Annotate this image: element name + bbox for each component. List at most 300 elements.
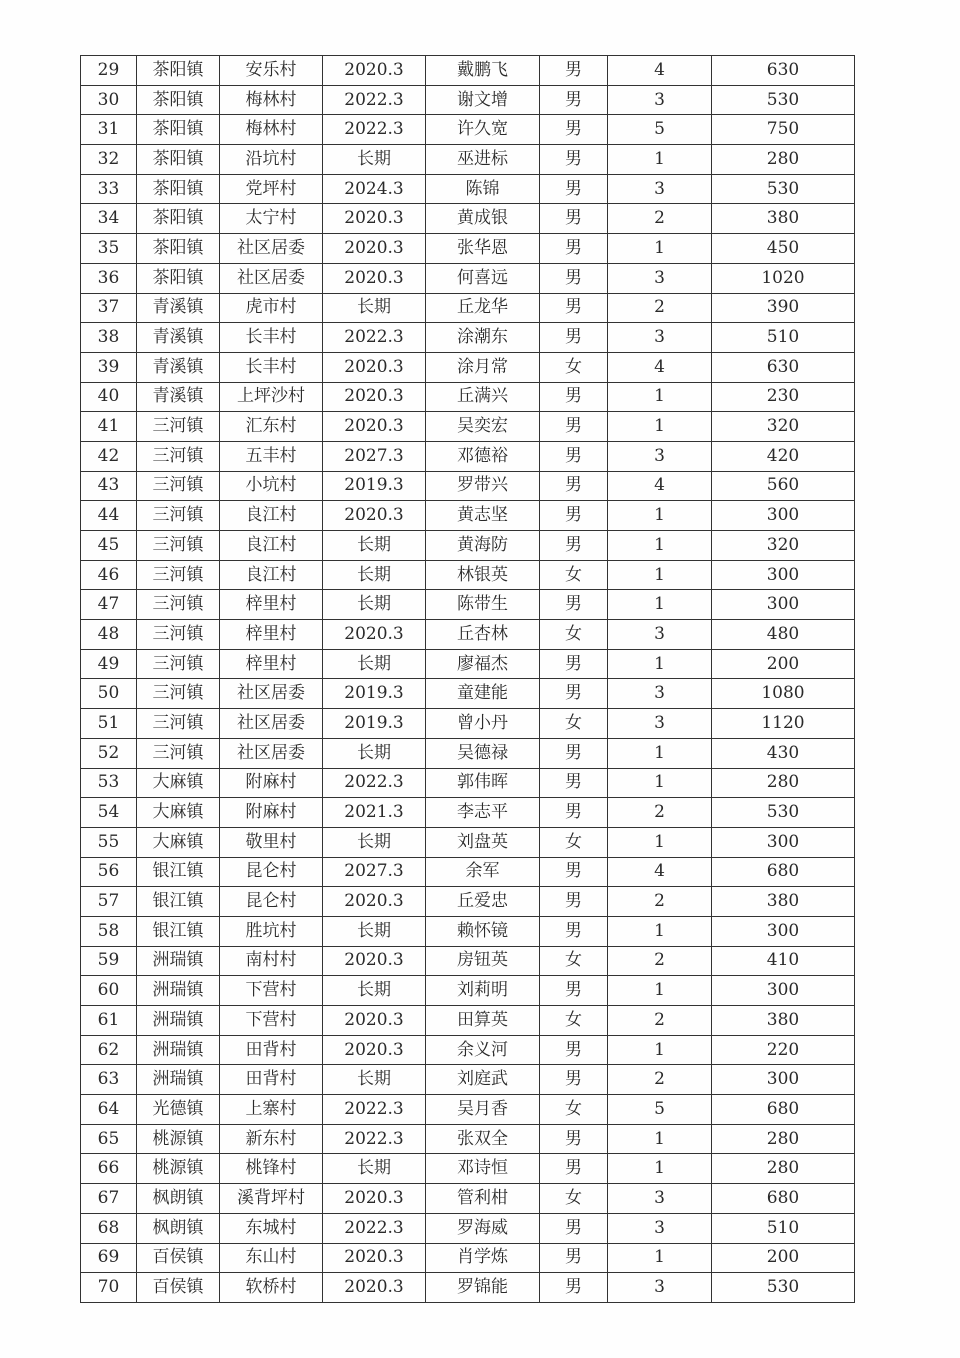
period-cell: 2020.3 xyxy=(323,352,426,382)
gender-cell: 男 xyxy=(540,412,608,442)
gender-cell: 男 xyxy=(540,649,608,679)
gender-cell: 男 xyxy=(540,145,608,175)
row-number-cell: 52 xyxy=(81,738,137,768)
name-cell: 张双全 xyxy=(426,1124,540,1154)
village-cell: 下营村 xyxy=(220,1006,323,1036)
household-size-cell: 1 xyxy=(608,1243,712,1273)
amount-cell: 280 xyxy=(712,1124,855,1154)
name-cell: 余义河 xyxy=(426,1035,540,1065)
household-size-cell: 3 xyxy=(608,85,712,115)
town-cell: 枫朗镇 xyxy=(137,1184,220,1214)
name-cell: 曾小丹 xyxy=(426,709,540,739)
gender-cell: 女 xyxy=(540,1095,608,1125)
row-number-cell: 56 xyxy=(81,857,137,887)
amount-cell: 1080 xyxy=(712,679,855,709)
village-cell: 良江村 xyxy=(220,560,323,590)
gender-cell: 男 xyxy=(540,263,608,293)
household-size-cell: 2 xyxy=(608,1065,712,1095)
village-cell: 下营村 xyxy=(220,976,323,1006)
town-cell: 茶阳镇 xyxy=(137,174,220,204)
row-number-cell: 46 xyxy=(81,560,137,590)
table-row xyxy=(81,916,855,946)
row-number-cell: 57 xyxy=(81,887,137,917)
table-row xyxy=(81,323,855,353)
town-cell: 洲瑞镇 xyxy=(137,1035,220,1065)
amount-cell: 300 xyxy=(712,560,855,590)
gender-cell: 男 xyxy=(540,56,608,86)
table-row xyxy=(81,946,855,976)
town-cell: 大麻镇 xyxy=(137,827,220,857)
row-number-cell: 36 xyxy=(81,263,137,293)
town-cell: 银江镇 xyxy=(137,887,220,917)
town-cell: 三河镇 xyxy=(137,590,220,620)
town-cell: 茶阳镇 xyxy=(137,263,220,293)
town-cell: 三河镇 xyxy=(137,709,220,739)
town-cell: 青溪镇 xyxy=(137,293,220,323)
row-number-cell: 40 xyxy=(81,382,137,412)
amount-cell: 300 xyxy=(712,590,855,620)
amount-cell: 530 xyxy=(712,85,855,115)
row-number-cell: 39 xyxy=(81,352,137,382)
household-size-cell: 1 xyxy=(608,738,712,768)
table-body xyxy=(81,56,855,1303)
row-number-cell: 69 xyxy=(81,1243,137,1273)
town-cell: 桃源镇 xyxy=(137,1124,220,1154)
town-cell: 茶阳镇 xyxy=(137,204,220,234)
town-cell: 银江镇 xyxy=(137,916,220,946)
household-size-cell: 2 xyxy=(608,946,712,976)
town-cell: 桃源镇 xyxy=(137,1154,220,1184)
table-row xyxy=(81,857,855,887)
town-cell: 茶阳镇 xyxy=(137,234,220,264)
village-cell: 敬里村 xyxy=(220,827,323,857)
village-cell: 新东村 xyxy=(220,1124,323,1154)
town-cell: 洲瑞镇 xyxy=(137,976,220,1006)
gender-cell: 女 xyxy=(540,560,608,590)
gender-cell: 男 xyxy=(540,887,608,917)
table-row xyxy=(81,471,855,501)
table-row xyxy=(81,1006,855,1036)
village-cell: 五丰村 xyxy=(220,441,323,471)
household-size-cell: 1 xyxy=(608,1035,712,1065)
town-cell: 青溪镇 xyxy=(137,382,220,412)
village-cell: 梓里村 xyxy=(220,620,323,650)
town-cell: 三河镇 xyxy=(137,649,220,679)
village-cell: 社区居委 xyxy=(220,679,323,709)
gender-cell: 男 xyxy=(540,976,608,1006)
period-cell: 2020.3 xyxy=(323,56,426,86)
amount-cell: 320 xyxy=(712,531,855,561)
household-size-cell: 5 xyxy=(608,115,712,145)
row-number-cell: 64 xyxy=(81,1095,137,1125)
period-cell: 2020.3 xyxy=(323,620,426,650)
village-cell: 软桥村 xyxy=(220,1273,323,1303)
household-size-cell: 1 xyxy=(608,1154,712,1184)
row-number-cell: 68 xyxy=(81,1213,137,1243)
period-cell: 长期 xyxy=(323,590,426,620)
village-cell: 东山村 xyxy=(220,1243,323,1273)
period-cell: 2022.3 xyxy=(323,1095,426,1125)
household-size-cell: 3 xyxy=(608,679,712,709)
table-row xyxy=(81,798,855,828)
name-cell: 罗锦能 xyxy=(426,1273,540,1303)
period-cell: 2020.3 xyxy=(323,946,426,976)
gender-cell: 男 xyxy=(540,531,608,561)
period-cell: 长期 xyxy=(323,916,426,946)
row-number-cell: 62 xyxy=(81,1035,137,1065)
period-cell: 2019.3 xyxy=(323,471,426,501)
name-cell: 涂月常 xyxy=(426,352,540,382)
amount-cell: 630 xyxy=(712,352,855,382)
gender-cell: 男 xyxy=(540,85,608,115)
name-cell: 谢文增 xyxy=(426,85,540,115)
table-row xyxy=(81,1095,855,1125)
amount-cell: 510 xyxy=(712,1213,855,1243)
period-cell: 2020.3 xyxy=(323,887,426,917)
gender-cell: 女 xyxy=(540,620,608,650)
amount-cell: 280 xyxy=(712,768,855,798)
row-number-cell: 48 xyxy=(81,620,137,650)
row-number-cell: 35 xyxy=(81,234,137,264)
row-number-cell: 29 xyxy=(81,56,137,86)
amount-cell: 300 xyxy=(712,976,855,1006)
amount-cell: 300 xyxy=(712,916,855,946)
name-cell: 何喜远 xyxy=(426,263,540,293)
row-number-cell: 59 xyxy=(81,946,137,976)
table-row xyxy=(81,145,855,175)
name-cell: 陈锦 xyxy=(426,174,540,204)
period-cell: 2027.3 xyxy=(323,857,426,887)
name-cell: 张华恩 xyxy=(426,234,540,264)
household-size-cell: 1 xyxy=(608,768,712,798)
household-size-cell: 1 xyxy=(608,234,712,264)
table-row xyxy=(81,293,855,323)
period-cell: 2020.3 xyxy=(323,412,426,442)
household-size-cell: 1 xyxy=(608,590,712,620)
table-row xyxy=(81,412,855,442)
household-size-cell: 1 xyxy=(608,916,712,946)
town-cell: 青溪镇 xyxy=(137,352,220,382)
village-cell: 昆仑村 xyxy=(220,887,323,917)
name-cell: 吴月香 xyxy=(426,1095,540,1125)
table-row xyxy=(81,1154,855,1184)
household-size-cell: 5 xyxy=(608,1095,712,1125)
row-number-cell: 32 xyxy=(81,145,137,175)
gender-cell: 女 xyxy=(540,946,608,976)
table-row xyxy=(81,709,855,739)
row-number-cell: 31 xyxy=(81,115,137,145)
period-cell: 2021.3 xyxy=(323,798,426,828)
village-cell: 附麻村 xyxy=(220,798,323,828)
town-cell: 茶阳镇 xyxy=(137,85,220,115)
household-size-cell: 1 xyxy=(608,382,712,412)
town-cell: 青溪镇 xyxy=(137,323,220,353)
table-row xyxy=(81,1035,855,1065)
name-cell: 余军 xyxy=(426,857,540,887)
gender-cell: 男 xyxy=(540,382,608,412)
amount-cell: 450 xyxy=(712,234,855,264)
table-row xyxy=(81,441,855,471)
period-cell: 长期 xyxy=(323,293,426,323)
village-cell: 社区居委 xyxy=(220,234,323,264)
gender-cell: 男 xyxy=(540,471,608,501)
name-cell: 黄海防 xyxy=(426,531,540,561)
household-size-cell: 2 xyxy=(608,798,712,828)
household-size-cell: 3 xyxy=(608,263,712,293)
row-number-cell: 37 xyxy=(81,293,137,323)
amount-cell: 390 xyxy=(712,293,855,323)
row-number-cell: 45 xyxy=(81,531,137,561)
period-cell: 2027.3 xyxy=(323,441,426,471)
village-cell: 梅林村 xyxy=(220,115,323,145)
period-cell: 长期 xyxy=(323,649,426,679)
village-cell: 虎市村 xyxy=(220,293,323,323)
village-cell: 上寨村 xyxy=(220,1095,323,1125)
amount-cell: 280 xyxy=(712,1154,855,1184)
row-number-cell: 38 xyxy=(81,323,137,353)
row-number-cell: 42 xyxy=(81,441,137,471)
period-cell: 2020.3 xyxy=(323,1243,426,1273)
household-size-cell: 3 xyxy=(608,1273,712,1303)
row-number-cell: 49 xyxy=(81,649,137,679)
name-cell: 刘庭武 xyxy=(426,1065,540,1095)
name-cell: 吴奕宏 xyxy=(426,412,540,442)
village-cell: 梓里村 xyxy=(220,590,323,620)
household-size-cell: 1 xyxy=(608,501,712,531)
amount-cell: 1020 xyxy=(712,263,855,293)
row-number-cell: 50 xyxy=(81,679,137,709)
village-cell: 良江村 xyxy=(220,531,323,561)
row-number-cell: 33 xyxy=(81,174,137,204)
household-size-cell: 2 xyxy=(608,204,712,234)
table-row xyxy=(81,531,855,561)
row-number-cell: 54 xyxy=(81,798,137,828)
name-cell: 邓德裕 xyxy=(426,441,540,471)
town-cell: 枫朗镇 xyxy=(137,1213,220,1243)
household-size-cell: 3 xyxy=(608,441,712,471)
amount-cell: 380 xyxy=(712,1006,855,1036)
period-cell: 长期 xyxy=(323,1154,426,1184)
gender-cell: 男 xyxy=(540,1154,608,1184)
gender-cell: 男 xyxy=(540,293,608,323)
amount-cell: 300 xyxy=(712,827,855,857)
gender-cell: 男 xyxy=(540,1243,608,1273)
amount-cell: 510 xyxy=(712,323,855,353)
village-cell: 南村村 xyxy=(220,946,323,976)
village-cell: 太宁村 xyxy=(220,204,323,234)
period-cell: 2022.3 xyxy=(323,85,426,115)
table-row xyxy=(81,1065,855,1095)
name-cell: 童建能 xyxy=(426,679,540,709)
village-cell: 汇东村 xyxy=(220,412,323,442)
town-cell: 三河镇 xyxy=(137,620,220,650)
name-cell: 吴德禄 xyxy=(426,738,540,768)
gender-cell: 男 xyxy=(540,1124,608,1154)
amount-cell: 680 xyxy=(712,857,855,887)
period-cell: 长期 xyxy=(323,560,426,590)
amount-cell: 320 xyxy=(712,412,855,442)
period-cell: 2020.3 xyxy=(323,234,426,264)
household-size-cell: 4 xyxy=(608,352,712,382)
name-cell: 赖怀镜 xyxy=(426,916,540,946)
table-row xyxy=(81,263,855,293)
name-cell: 许久宽 xyxy=(426,115,540,145)
table-row xyxy=(81,174,855,204)
row-number-cell: 70 xyxy=(81,1273,137,1303)
gender-cell: 男 xyxy=(540,590,608,620)
name-cell: 丘满兴 xyxy=(426,382,540,412)
town-cell: 三河镇 xyxy=(137,501,220,531)
row-number-cell: 30 xyxy=(81,85,137,115)
table-row xyxy=(81,590,855,620)
name-cell: 陈带生 xyxy=(426,590,540,620)
amount-cell: 280 xyxy=(712,145,855,175)
amount-cell: 220 xyxy=(712,1035,855,1065)
household-size-cell: 1 xyxy=(608,412,712,442)
table-row xyxy=(81,1184,855,1214)
amount-cell: 410 xyxy=(712,946,855,976)
household-size-cell: 1 xyxy=(608,827,712,857)
gender-cell: 男 xyxy=(540,798,608,828)
period-cell: 2022.3 xyxy=(323,768,426,798)
amount-cell: 480 xyxy=(712,620,855,650)
name-cell: 李志平 xyxy=(426,798,540,828)
amount-cell: 380 xyxy=(712,204,855,234)
gender-cell: 男 xyxy=(540,768,608,798)
village-cell: 昆仑村 xyxy=(220,857,323,887)
gender-cell: 女 xyxy=(540,827,608,857)
table-row xyxy=(81,85,855,115)
period-cell: 2024.3 xyxy=(323,174,426,204)
row-number-cell: 63 xyxy=(81,1065,137,1095)
period-cell: 长期 xyxy=(323,976,426,1006)
row-number-cell: 61 xyxy=(81,1006,137,1036)
town-cell: 三河镇 xyxy=(137,560,220,590)
amount-cell: 420 xyxy=(712,441,855,471)
table-row xyxy=(81,1243,855,1273)
household-size-cell: 1 xyxy=(608,1124,712,1154)
household-size-cell: 4 xyxy=(608,56,712,86)
household-size-cell: 1 xyxy=(608,976,712,1006)
table-row xyxy=(81,887,855,917)
period-cell: 2019.3 xyxy=(323,709,426,739)
town-cell: 百侯镇 xyxy=(137,1273,220,1303)
gender-cell: 男 xyxy=(540,323,608,353)
amount-cell: 630 xyxy=(712,56,855,86)
amount-cell: 300 xyxy=(712,501,855,531)
period-cell: 长期 xyxy=(323,145,426,175)
gender-cell: 男 xyxy=(540,115,608,145)
table-row xyxy=(81,649,855,679)
town-cell: 三河镇 xyxy=(137,441,220,471)
town-cell: 大麻镇 xyxy=(137,798,220,828)
row-number-cell: 47 xyxy=(81,590,137,620)
period-cell: 2020.3 xyxy=(323,204,426,234)
period-cell: 长期 xyxy=(323,531,426,561)
period-cell: 长期 xyxy=(323,827,426,857)
table-row xyxy=(81,204,855,234)
amount-cell: 200 xyxy=(712,649,855,679)
amount-cell: 530 xyxy=(712,1273,855,1303)
household-size-cell: 1 xyxy=(608,531,712,561)
household-size-cell: 3 xyxy=(608,323,712,353)
gender-cell: 女 xyxy=(540,352,608,382)
amount-cell: 1120 xyxy=(712,709,855,739)
table-row xyxy=(81,1213,855,1243)
table-row xyxy=(81,115,855,145)
table-row xyxy=(81,768,855,798)
name-cell: 黄志坚 xyxy=(426,501,540,531)
household-size-cell: 2 xyxy=(608,887,712,917)
household-size-cell: 1 xyxy=(608,145,712,175)
household-size-cell: 4 xyxy=(608,471,712,501)
village-cell: 社区居委 xyxy=(220,709,323,739)
village-cell: 梓里村 xyxy=(220,649,323,679)
row-number-cell: 58 xyxy=(81,916,137,946)
name-cell: 肖学炼 xyxy=(426,1243,540,1273)
household-size-cell: 2 xyxy=(608,1006,712,1036)
town-cell: 百侯镇 xyxy=(137,1243,220,1273)
gender-cell: 男 xyxy=(540,174,608,204)
village-cell: 良江村 xyxy=(220,501,323,531)
town-cell: 大麻镇 xyxy=(137,768,220,798)
gender-cell: 男 xyxy=(540,1065,608,1095)
row-number-cell: 66 xyxy=(81,1154,137,1184)
amount-cell: 200 xyxy=(712,1243,855,1273)
name-cell: 黄成银 xyxy=(426,204,540,234)
row-number-cell: 67 xyxy=(81,1184,137,1214)
town-cell: 三河镇 xyxy=(137,412,220,442)
name-cell: 罗带兴 xyxy=(426,471,540,501)
name-cell: 刘盘英 xyxy=(426,827,540,857)
amount-cell: 680 xyxy=(712,1095,855,1125)
name-cell: 林银英 xyxy=(426,560,540,590)
table-row xyxy=(81,1124,855,1154)
table-row xyxy=(81,620,855,650)
gender-cell: 男 xyxy=(540,204,608,234)
household-size-cell: 3 xyxy=(608,1213,712,1243)
village-cell: 长丰村 xyxy=(220,352,323,382)
table-row xyxy=(81,827,855,857)
name-cell: 郭伟晖 xyxy=(426,768,540,798)
period-cell: 长期 xyxy=(323,1065,426,1095)
name-cell: 管利柑 xyxy=(426,1184,540,1214)
period-cell: 2020.3 xyxy=(323,382,426,412)
name-cell: 涂潮东 xyxy=(426,323,540,353)
town-cell: 洲瑞镇 xyxy=(137,1006,220,1036)
household-size-cell: 1 xyxy=(608,560,712,590)
row-number-cell: 44 xyxy=(81,501,137,531)
amount-cell: 750 xyxy=(712,115,855,145)
period-cell: 2020.3 xyxy=(323,1184,426,1214)
village-cell: 东城村 xyxy=(220,1213,323,1243)
village-cell: 溪背坪村 xyxy=(220,1184,323,1214)
town-cell: 三河镇 xyxy=(137,471,220,501)
name-cell: 邓诗恒 xyxy=(426,1154,540,1184)
row-number-cell: 43 xyxy=(81,471,137,501)
table-row xyxy=(81,976,855,1006)
period-cell: 2022.3 xyxy=(323,1124,426,1154)
town-cell: 茶阳镇 xyxy=(137,56,220,86)
village-cell: 长丰村 xyxy=(220,323,323,353)
row-number-cell: 60 xyxy=(81,976,137,1006)
name-cell: 罗海威 xyxy=(426,1213,540,1243)
table-row xyxy=(81,56,855,86)
town-cell: 三河镇 xyxy=(137,531,220,561)
period-cell: 2020.3 xyxy=(323,263,426,293)
village-cell: 社区居委 xyxy=(220,738,323,768)
name-cell: 廖福杰 xyxy=(426,649,540,679)
